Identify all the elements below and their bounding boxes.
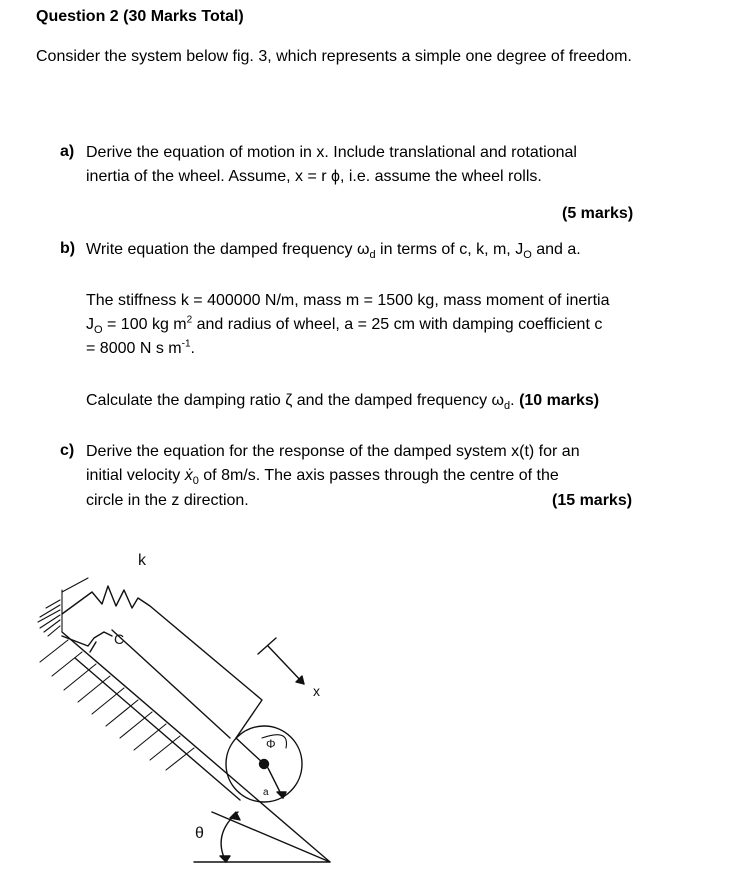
label-k: k — [138, 552, 146, 569]
part-c-line-2-pre: initial velocity — [86, 467, 185, 484]
part-c-line-2-post: of 8m/s. The axis passes through the centre of the — [198, 467, 559, 484]
jo-units-superscript: 2 — [186, 314, 193, 326]
part-b-line-1-pre: Write equation the damped frequency ω — [86, 241, 370, 258]
question-title: Question 2 (30 Marks Total) — [36, 8, 244, 25]
part-b-label: b) — [60, 240, 76, 257]
part-b-para3-sub: d — [504, 400, 511, 413]
part-a-label: a) — [60, 143, 75, 160]
part-c-line-2 — [86, 463, 559, 488]
part-c-line-3: circle in the z direction. — [86, 492, 249, 509]
spring-k — [62, 586, 262, 738]
part-b-line-1-post: in terms of c, k, m, J — [375, 241, 524, 258]
part-b-line-1-end: and a. — [531, 241, 581, 258]
part-b-line-1-sub2: O — [523, 249, 532, 262]
wall-hatching — [38, 578, 88, 636]
label-a: a — [263, 787, 269, 798]
part-c-marks: (15 marks) — [552, 492, 633, 509]
c-value: = 8000 N s m — [86, 340, 182, 357]
part-b-para2-line-3 — [86, 336, 195, 361]
intro-paragraph: Consider the system below fig. 3, which represents a simple one degree of freedom. — [36, 48, 632, 65]
jo-symbol: J — [86, 316, 94, 333]
part-a-line-2: inertia of the wheel. Assume, x = r ϕ, i.e. assume the wheel rolls. — [86, 168, 542, 185]
label-phi: Φ — [266, 737, 276, 751]
jo-value: = 100 kg m — [102, 316, 187, 333]
part-b-para3-dot: . — [510, 392, 515, 409]
part-b-para3 — [86, 388, 599, 413]
incline-wheel-figure — [0, 540, 729, 875]
c-period: . — [190, 340, 195, 357]
xdot-symbol: ẋ — [184, 467, 193, 484]
part-a-marks: (5 marks) — [562, 205, 634, 222]
part-b-line-1-sub: d — [369, 249, 376, 262]
xdot-subscript: 0 — [192, 475, 199, 488]
part-b-marks: (10 marks) — [519, 392, 600, 409]
part-b-para3-text: Calculate the damping ratio ζ and the damped frequency ω — [86, 392, 505, 409]
label-c: C — [114, 631, 125, 647]
wheel-centre — [260, 760, 269, 769]
theta-arrow — [220, 812, 240, 862]
wheel-link — [236, 738, 264, 764]
label-theta: θ — [195, 825, 204, 842]
part-b-para2-line-1: The stiffness k = 400000 N/m, mass m = 1500 kg, mass moment of inertia — [86, 292, 610, 309]
jo-subscript: O — [94, 324, 103, 337]
damper-c — [62, 630, 230, 738]
part-c-label: c) — [60, 442, 75, 459]
part-b-line-1 — [86, 237, 581, 262]
c-units-superscript: -1 — [181, 338, 191, 350]
radius-text: and radius of wheel, a = 25 cm with damping coefficient c — [192, 316, 603, 333]
part-c-line-1: Derive the equation for the response of the damped system x(t) for an — [86, 443, 580, 460]
part-a-line-1: Derive the equation of motion in x. Include translational and rotational — [86, 144, 577, 161]
part-b-para2-line-2 — [86, 312, 602, 337]
radius-arrow-head — [277, 792, 286, 798]
label-x: x — [313, 683, 320, 699]
x-axis-arrow — [258, 638, 304, 684]
